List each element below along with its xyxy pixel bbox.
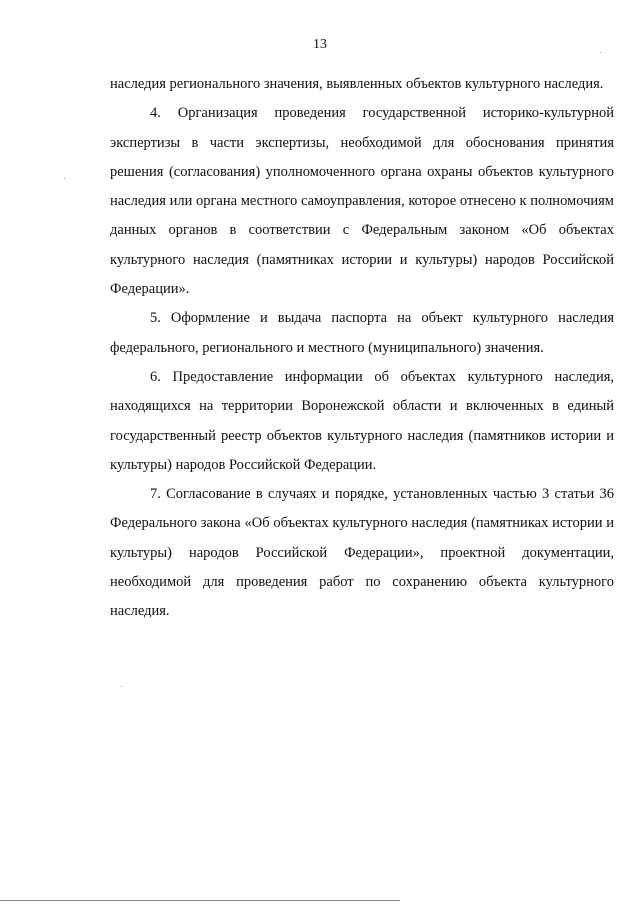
scan-speck bbox=[64, 178, 65, 179]
document-body bbox=[110, 70, 614, 627]
paragraph-item-4: 4. Организация проведения государственной историко-культурной экспертизы в части экспертизы, необходимой для обоснования принятия решения (согласования) уполномоченного органа охраны объектов культурного наследия или органа местного самоуправления, которое отнесено к полномочиям данных органов в соответствии с Федеральным законом «Об объектах культурного наследия (памятниках истории и культуры) народов Российской Федерации». bbox=[110, 105, 614, 298]
scan-speck bbox=[600, 52, 601, 53]
paragraph-continuation: наследия регионального значения, выявленных объектов культурного наследия. bbox=[110, 76, 604, 92]
scan-speck bbox=[121, 686, 122, 687]
paragraph-item-7: 7. Согласование в случаях и порядке, установленных частью 3 статьи 36 Федерального закона «Об объектах культурного наследия (памятниках истории и культуры) народов Российской Федерации», проектной документации, необходимой для проведения работ по сохранению объекта культурного наследия. bbox=[110, 486, 614, 620]
scan-edge-line bbox=[0, 900, 400, 901]
paragraph-item-5: 5. Оформление и выдача паспорта на объект культурного наследия федерального, регионального и местного (муниципального) значения. bbox=[110, 310, 614, 356]
paragraph-item-6: 6. Предоставление информации об объектах культурного наследия, находящихся на территории Воронежской области и включенных в единый государственный реестр объектов культурного наследия (памятников истории и культуры) народов Российской Федерации. bbox=[110, 368, 614, 473]
page-number: 13 bbox=[313, 37, 327, 52]
